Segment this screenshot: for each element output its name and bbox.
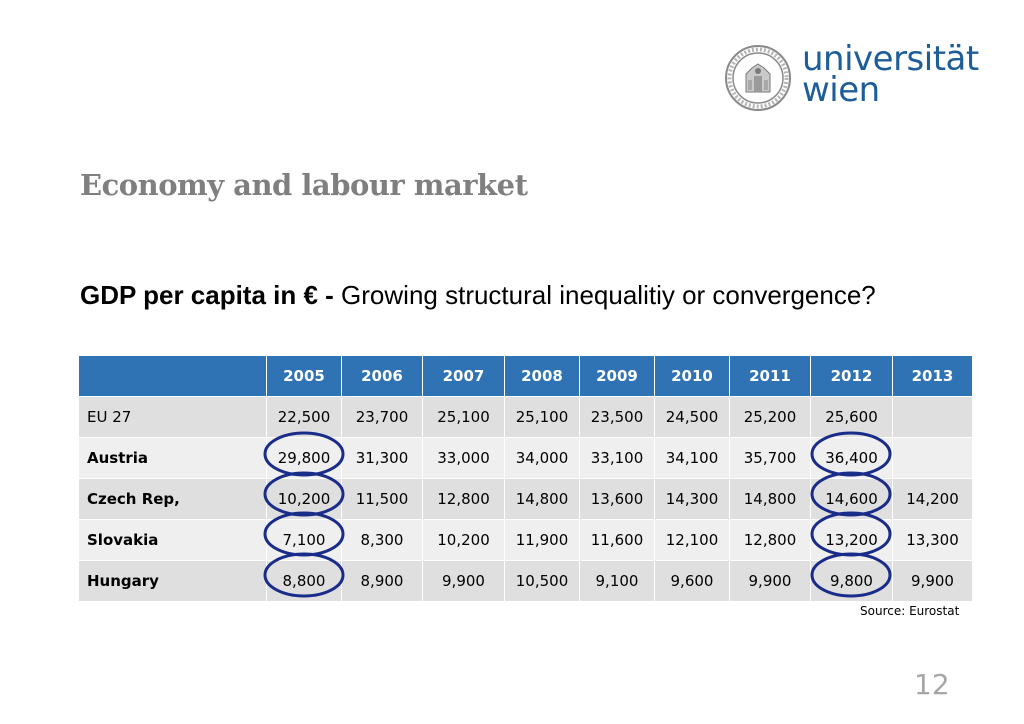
subtitle — [80, 280, 876, 311]
header-cell: 2007 — [423, 356, 505, 397]
table-cell: 10,200 — [423, 520, 505, 561]
university-seal-icon — [724, 44, 792, 112]
table-cell: 22,500 — [267, 397, 342, 438]
header-cell: 2012 — [811, 356, 893, 397]
page-number: 12 — [914, 668, 950, 701]
table-row — [79, 397, 973, 438]
table-cell: 14,600 — [811, 479, 893, 520]
table-cell: 14,800 — [505, 479, 580, 520]
table-cell: 24,500 — [655, 397, 730, 438]
table-cell: 14,800 — [730, 479, 811, 520]
table-cell: 13,600 — [580, 479, 655, 520]
table-cell: 36,400 — [811, 438, 893, 479]
subtitle-rest: Growing structural inequalitiy or convergence? — [333, 280, 876, 310]
table-cell: 33,100 — [580, 438, 655, 479]
table-cell: 31,300 — [342, 438, 423, 479]
header-cell: 2011 — [730, 356, 811, 397]
table-cell: 8,300 — [342, 520, 423, 561]
table-cell: 25,200 — [730, 397, 811, 438]
table-cell: 23,700 — [342, 397, 423, 438]
university-wordmark — [802, 39, 979, 110]
table-cell: 11,500 — [342, 479, 423, 520]
table-cell: 7,100 — [267, 520, 342, 561]
table-cell: 14,200 — [893, 479, 973, 520]
table-cell: 25,100 — [423, 397, 505, 438]
table-row — [79, 479, 973, 520]
table-cell: 25,600 — [811, 397, 893, 438]
table-cell: 8,900 — [342, 561, 423, 602]
row-label: EU 27 — [79, 397, 267, 438]
row-label: Austria — [79, 438, 267, 479]
table-cell: 12,100 — [655, 520, 730, 561]
row-label: Hungary — [79, 561, 267, 602]
page-title: Economy and labour market — [80, 168, 528, 202]
table-cell: 10,200 — [267, 479, 342, 520]
table-cell: 25,100 — [505, 397, 580, 438]
table-cell: 35,700 — [730, 438, 811, 479]
header-cell: 2008 — [505, 356, 580, 397]
table-cell: 13,200 — [811, 520, 893, 561]
table-cell: 12,800 — [423, 479, 505, 520]
table-cell: 33,000 — [423, 438, 505, 479]
table-cell: 9,900 — [893, 561, 973, 602]
table-cell: 13,300 — [893, 520, 973, 561]
table-cell: 9,900 — [730, 561, 811, 602]
table-row — [79, 438, 973, 479]
table-cell: 11,600 — [580, 520, 655, 561]
header-cell — [79, 356, 267, 397]
header-cell: 2010 — [655, 356, 730, 397]
header-cell: 2013 — [893, 356, 973, 397]
table-cell: 34,100 — [655, 438, 730, 479]
gdp-table — [78, 355, 973, 602]
row-label: Slovakia — [79, 520, 267, 561]
table-row — [79, 561, 973, 602]
table-cell: 29,800 — [267, 438, 342, 479]
table-cell: 34,000 — [505, 438, 580, 479]
header-cell: 2005 — [267, 356, 342, 397]
table-cell: 14,300 — [655, 479, 730, 520]
table-cell: 12,800 — [730, 520, 811, 561]
source-note: Source: Eurostat — [860, 604, 960, 618]
table-cell: 9,800 — [811, 561, 893, 602]
table-cell: 8,800 — [267, 561, 342, 602]
table-cell: 23,500 — [580, 397, 655, 438]
table-cell: 9,100 — [580, 561, 655, 602]
table-row — [79, 520, 973, 561]
university-logo — [724, 39, 984, 114]
logo-line-2: wien — [802, 70, 880, 110]
subtitle-bold: GDP per capita in € - — [80, 280, 334, 310]
table-cell — [893, 397, 973, 438]
header-cell: 2006 — [342, 356, 423, 397]
table-cell: 11,900 — [505, 520, 580, 561]
table-cell: 9,900 — [423, 561, 505, 602]
logo-line-1: universität — [802, 39, 979, 79]
table-cell: 9,600 — [655, 561, 730, 602]
table-cell: 10,500 — [505, 561, 580, 602]
header-cell: 2009 — [580, 356, 655, 397]
row-label: Czech Rep, — [79, 479, 267, 520]
table-cell — [893, 438, 973, 479]
table-header-row — [79, 356, 973, 397]
